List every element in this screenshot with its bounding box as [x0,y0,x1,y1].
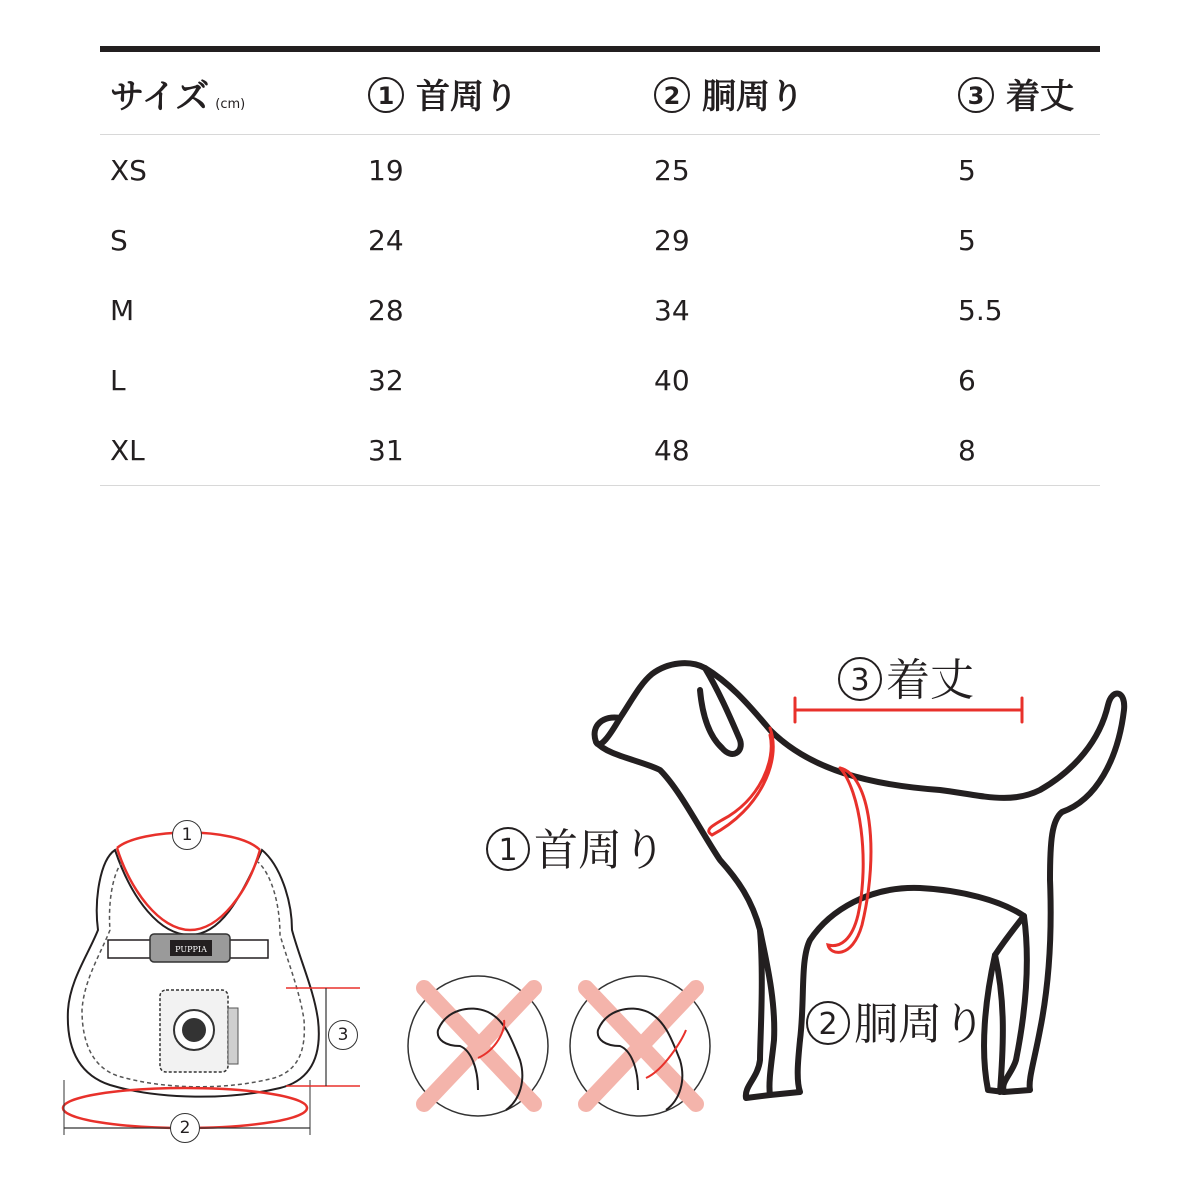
circled-number: 2 [806,1001,850,1045]
header-length: 3 着丈 [948,52,1100,135]
harness-illustration [63,833,360,1136]
circled-number: 1 [368,77,404,113]
cell-chest: 34 [654,293,690,327]
header-neck: 1 首周り [358,52,644,135]
cell-size: XS [110,153,147,187]
harness-marker-length: 3 [328,1020,358,1050]
cell-length: 5.5 [958,293,1003,327]
dog-label-chest: 2 胴周り [806,988,986,1052]
cell-size: L [110,363,126,397]
cell-neck: 31 [358,415,644,486]
cell-chest: 25 [654,153,690,187]
circled-number: 3 [958,77,994,113]
circled-number: 1 [486,827,530,871]
brand-text: PUPPIA [175,945,207,954]
wrong-example-1 [408,976,548,1116]
header-unit: (cm) [215,96,246,112]
cell-neck: 24 [368,223,404,257]
cell-size: S [110,223,128,257]
header-size: サイズ (cm) [100,52,358,135]
dog-front-leg-outline [760,930,800,1095]
cell-length: 8 [948,415,1100,486]
dog-label-length: 3 着丈 [838,644,974,708]
cell-chest: 40 [654,363,690,397]
cell-neck: 19 [368,153,404,187]
cell-neck: 32 [368,363,404,397]
cell-size: XL [100,415,358,486]
harness-marker-chest: 2 [170,1113,200,1143]
chest-loop [828,768,871,952]
wrong-example-2 [570,976,710,1116]
cell-length: 6 [958,363,976,397]
badge-inner [182,1018,206,1042]
header-chest: 2 胴周り [644,52,948,135]
cell-chest: 29 [654,223,690,257]
circled-number: 2 [654,77,690,113]
cell-size: M [110,293,135,327]
circled-number: 3 [838,657,882,701]
cell-length: 5 [958,153,976,187]
dog-label-neck: 1 首周り [486,814,666,878]
harness-tag [228,1008,238,1064]
cell-chest: 48 [644,415,948,486]
harness-marker-neck: 1 [172,820,202,850]
cell-length: 5 [958,223,976,257]
cell-neck: 28 [368,293,404,327]
